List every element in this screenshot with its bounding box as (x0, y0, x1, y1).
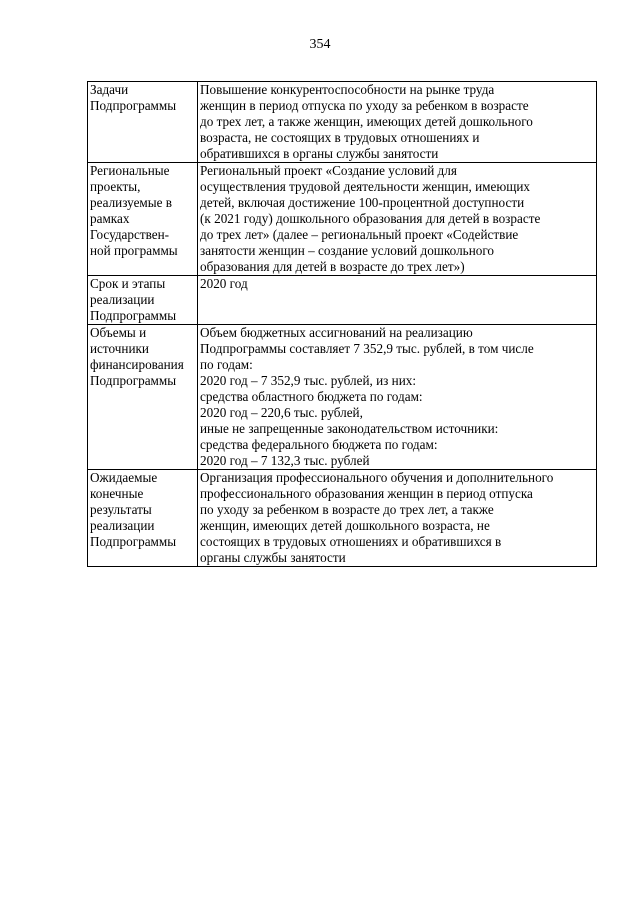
row-label-cell (88, 325, 198, 470)
row-value-line: образования для детей в возрасте до трех лет») (200, 259, 465, 274)
row-label-cell (88, 470, 198, 567)
row-label-line: реализации (90, 292, 155, 307)
row-value-cell (198, 470, 597, 567)
row-value-cell (198, 325, 597, 470)
row-value-line: 2020 год – 220,6 тыс. рублей, (200, 405, 363, 420)
row-label-line: ной программы (90, 243, 178, 258)
row-label-line: реализуемые в (90, 195, 173, 210)
row-value-line: (к 2021 году) дошкольного образования для детей в возрасте (200, 211, 541, 226)
row-label-line: Региональные (90, 163, 170, 178)
row-label-cell (88, 82, 198, 163)
row-label-line: Государствен- (90, 227, 170, 242)
row-value-line: женщин, имеющих детей дошкольного возраста, не (200, 518, 490, 533)
row-label-line: финансирования (90, 357, 184, 372)
row-value-line: до трех лет, а также женщин, имеющих детей дошкольного (200, 114, 533, 129)
row-value-cell (198, 163, 597, 276)
table-row (88, 163, 597, 276)
row-value-line: обратившихся в органы службы занятости (200, 146, 439, 161)
row-value-line: 2020 год – 7 132,3 тыс. рублей (200, 453, 370, 468)
row-label-line: реализации (90, 518, 155, 533)
row-label-line: результаты (90, 502, 152, 517)
row-value-line: по уходу за ребенком в возрасте до трех лет, а также (200, 502, 494, 517)
row-value-line: средства федерального бюджета по годам: (200, 437, 438, 452)
row-value-line: иные не запрещенные законодательством источники: (200, 421, 499, 436)
table-row (88, 276, 597, 325)
row-label-cell (88, 276, 198, 325)
row-label-line: Подпрограммы (90, 534, 177, 549)
row-value-line: средства областного бюджета по годам: (200, 389, 423, 404)
row-label-line: Объемы и (90, 325, 147, 340)
table-row (88, 82, 597, 163)
row-value-cell (198, 82, 597, 163)
row-label-line: Подпрограммы (90, 308, 177, 323)
row-label-line: Подпрограммы (90, 98, 177, 113)
row-value-line: состоящих в трудовых отношениях и обратившихся в (200, 534, 502, 549)
row-label-line: Подпрограммы (90, 373, 177, 388)
row-value-line: Повышение конкурентоспособности на рынке труда (200, 82, 495, 97)
row-value-line: Региональный проект «Создание условий для (200, 163, 457, 178)
row-value-line: органы службы занятости (200, 550, 346, 565)
row-value-line: 2020 год (200, 276, 248, 291)
page-number: 354 (309, 37, 331, 52)
row-value-cell (198, 276, 597, 325)
row-label-line: Задачи (90, 82, 129, 97)
row-label-line: конечные (90, 486, 144, 501)
row-label-line: Срок и этапы (90, 276, 166, 291)
row-label-cell (88, 163, 198, 276)
row-value-line: возраста, не состоящих в трудовых отношениях и (200, 130, 480, 145)
row-value-line: Подпрограммы составляет 7 352,9 тыс. рублей, в том числе (200, 341, 534, 356)
table-row (88, 325, 597, 470)
row-value-line: до трех лет» (далее – региональный проект «Содействие (200, 227, 519, 242)
table-row (88, 470, 597, 567)
row-value-line: Организация профессионального обучения и дополнительного (200, 470, 554, 485)
row-label-line: рамках (90, 211, 130, 226)
row-value-line: по годам: (200, 357, 253, 372)
row-value-line: 2020 год – 7 352,9 тыс. рублей, из них: (200, 373, 417, 388)
row-value-line: занятости женщин – создание условий дошкольного (200, 243, 495, 258)
row-label-line: Ожидаемые (90, 470, 158, 485)
row-value-line: профессионального образования женщин в период отпуска (200, 486, 533, 501)
row-value-line: женщин в период отпуска по уходу за ребенком в возрасте (200, 98, 529, 113)
row-label-line: источники (90, 341, 149, 356)
row-value-line: Объем бюджетных ассигнований на реализацию (200, 325, 473, 340)
row-value-line: детей, включая достижение 100-процентной доступности (200, 195, 525, 210)
row-label-line: проекты, (90, 179, 141, 194)
row-value-line: осуществления трудовой деятельности женщин, имеющих (200, 179, 531, 194)
subprogram-passport-table (87, 81, 597, 567)
